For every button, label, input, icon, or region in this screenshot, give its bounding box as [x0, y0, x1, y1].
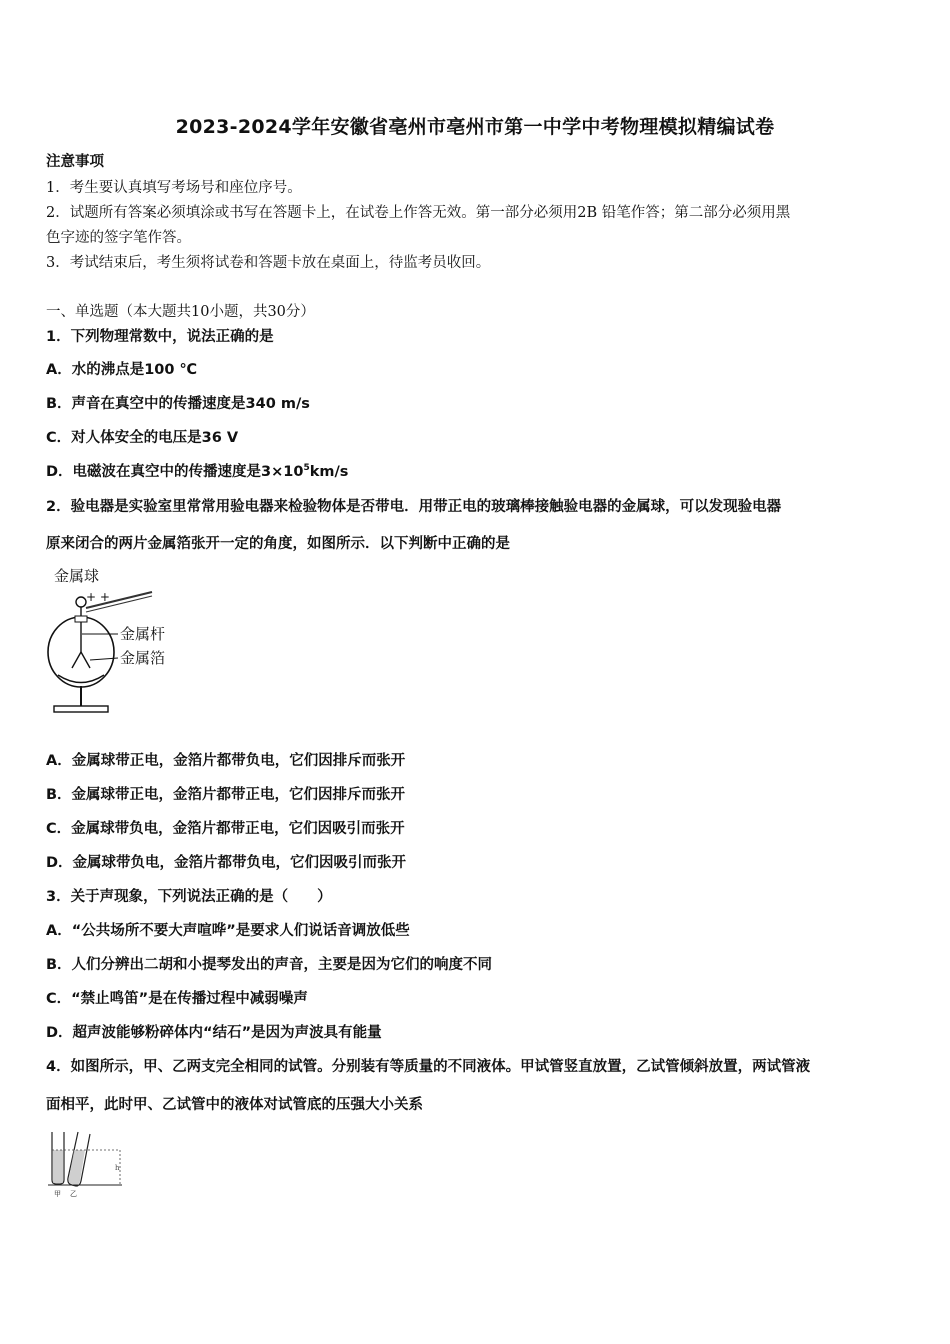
question-2-option-c: C．金属球带负电，金箔片都带正电，它们因吸引而张开	[46, 821, 405, 837]
question-1-option-d-exponent: 5	[303, 463, 310, 474]
label-yi: 乙	[70, 1190, 77, 1198]
stand-base	[54, 706, 108, 712]
question-3-option-c: C．“禁止鸣笛”是在传播过程中减弱噪声	[46, 991, 308, 1007]
question-1-option-b: B．声音在真空中的传播速度是340 m/s	[46, 396, 310, 412]
question-2-stem-line-1: 2．验电器是实验室里常常用验电器来检验物体是否带电．用带正电的玻璃棒接触验电器的金属球，可以发现验电器	[46, 499, 782, 515]
question-2-option-a: A．金属球带正电，金箔片都带负电，它们因排斥而张开	[46, 753, 406, 769]
electroscope-figure	[44, 562, 184, 722]
liquid-jia	[53, 1150, 63, 1183]
question-4-stem-line-1: 4．如图所示，甲、乙两支完全相同的试管。分别装有等质量的不同液体。甲试管竖直放置，乙试管倾斜放置，两试管液	[46, 1059, 811, 1075]
label-jia: 甲	[54, 1190, 61, 1198]
question-2-option-b: B．金属球带正电，金箔片都带正电，它们因排斥而张开	[46, 787, 406, 803]
test-tubes-figure	[46, 1128, 136, 1200]
question-2-option-d: D．金属球带负电，金箔片都带负电，它们因吸引而张开	[46, 855, 407, 871]
height-label: h	[115, 1164, 120, 1172]
figure-label-metal-rod: 金属杆	[120, 625, 166, 643]
question-2-stem-line-2: 原来闭合的两片金属箔张开一定的角度，如图所示．以下判断中正确的是	[46, 536, 510, 552]
figure-label-metal-foil: 金属箔	[120, 649, 166, 667]
question-1-option-d-text: D．电磁波在真空中的传播速度是3×10	[46, 464, 304, 480]
page-title: 2023-2024学年安徽省亳州市亳州市第一中学中考物理模拟精编试卷	[175, 116, 775, 138]
notice-item-2: 2．试题所有答案必须填涂或书写在答题卡上，在试卷上作答无效。第一部分必须用2B 铅笔作答；第二部分必须用黑	[46, 205, 791, 221]
question-4-stem-line-2: 面相平，此时甲、乙试管中的液体对试管底的压强大小关系	[46, 1097, 423, 1113]
question-1-option-c: C．对人体安全的电压是36 V	[46, 430, 239, 446]
question-3-option-a: A．“公共场所不要大声喧哗”是要求人们说话音调放低些	[46, 923, 410, 939]
section-heading: 一、单选题（本大题共10小题，共30分）	[46, 304, 315, 320]
question-1-stem: 1．下列物理常数中，说法正确的是	[46, 329, 274, 345]
notice-heading: 注意事项	[46, 154, 104, 170]
question-1-option-d	[46, 462, 348, 482]
liquid-yi	[69, 1150, 85, 1185]
metal-foil-right	[81, 652, 90, 668]
notice-item-2-cont: 色字迹的签字笔作答。	[46, 230, 191, 246]
insulating-stopper	[75, 616, 87, 622]
figure-label-metal-ball: 金属球	[54, 567, 100, 585]
question-3-option-b: B．人们分辨出二胡和小提琴发出的声音，主要是因为它们的响度不同	[46, 957, 493, 973]
question-3-stem: 3．关于声现象，下列说法正确的是（ ）	[46, 889, 332, 905]
question-3-option-d: D．超声波能够粉碎体内“结石”是因为声波具有能量	[46, 1025, 382, 1041]
stand-arc	[58, 675, 104, 683]
metal-ball	[76, 597, 86, 607]
notice-item-1: 1．考生要认真填写考场号和座位序号。	[46, 180, 302, 196]
notice-item-3: 3．考试结束后，考生须将试卷和答题卡放在桌面上，待监考员收回。	[46, 255, 491, 271]
question-1-option-d-unit: km/s	[309, 464, 349, 480]
figure-label-charge: + +	[86, 590, 110, 604]
metal-foil-left	[72, 652, 81, 668]
question-1-option-a: A．水的沸点是100 ℃	[46, 362, 198, 378]
